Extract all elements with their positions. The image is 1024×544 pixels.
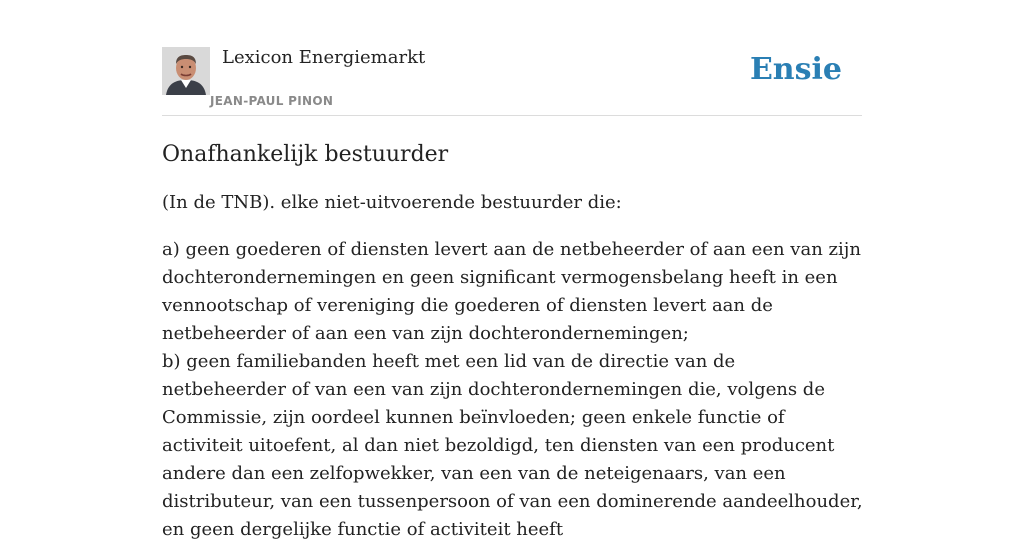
definition-body [162, 236, 864, 544]
term-title: Onafhankelijk bestuurder [162, 142, 449, 167]
definition-item-b: b) geen familiebanden heeft met een lid van de directie van de netbeheerder of van een van zijn dochterondernemingen die, volgens de Commissie, zijn oordeel kunnen beïnvloeden; geen enkele functie of activiteit uitoefent, al dan niet bezoldigd, ten diensten van een producent andere dan een zelfopwekker, van een van de neteigenaars, van een distributeur, van een tussenpersoon of van een dominerende aandeelhouder, en geen dergelijke functie of activiteit heeft [162, 351, 863, 540]
author-name[interactable]: JEAN-PAUL PINON [210, 94, 334, 108]
ensie-logo[interactable]: Ensie [749, 52, 842, 87]
header [162, 46, 862, 116]
author-avatar[interactable] [162, 47, 210, 95]
definition-intro: (In de TNB). elke niet-uitvoerende bestuurder die: [162, 192, 622, 213]
avatar-portrait [162, 47, 210, 95]
definition-item-a: a) geen goederen of diensten levert aan de netbeheerder of aan een van zijn dochterondernemingen en geen significant vermogensbelang heeft in een vennootschap of vereniging die goederen of diensten levert aan de netbeheerder of aan een van zijn dochterondernemingen; [162, 239, 861, 344]
entry-content [162, 140, 864, 544]
lexicon-title[interactable]: Lexicon Energiemarkt [222, 47, 426, 68]
